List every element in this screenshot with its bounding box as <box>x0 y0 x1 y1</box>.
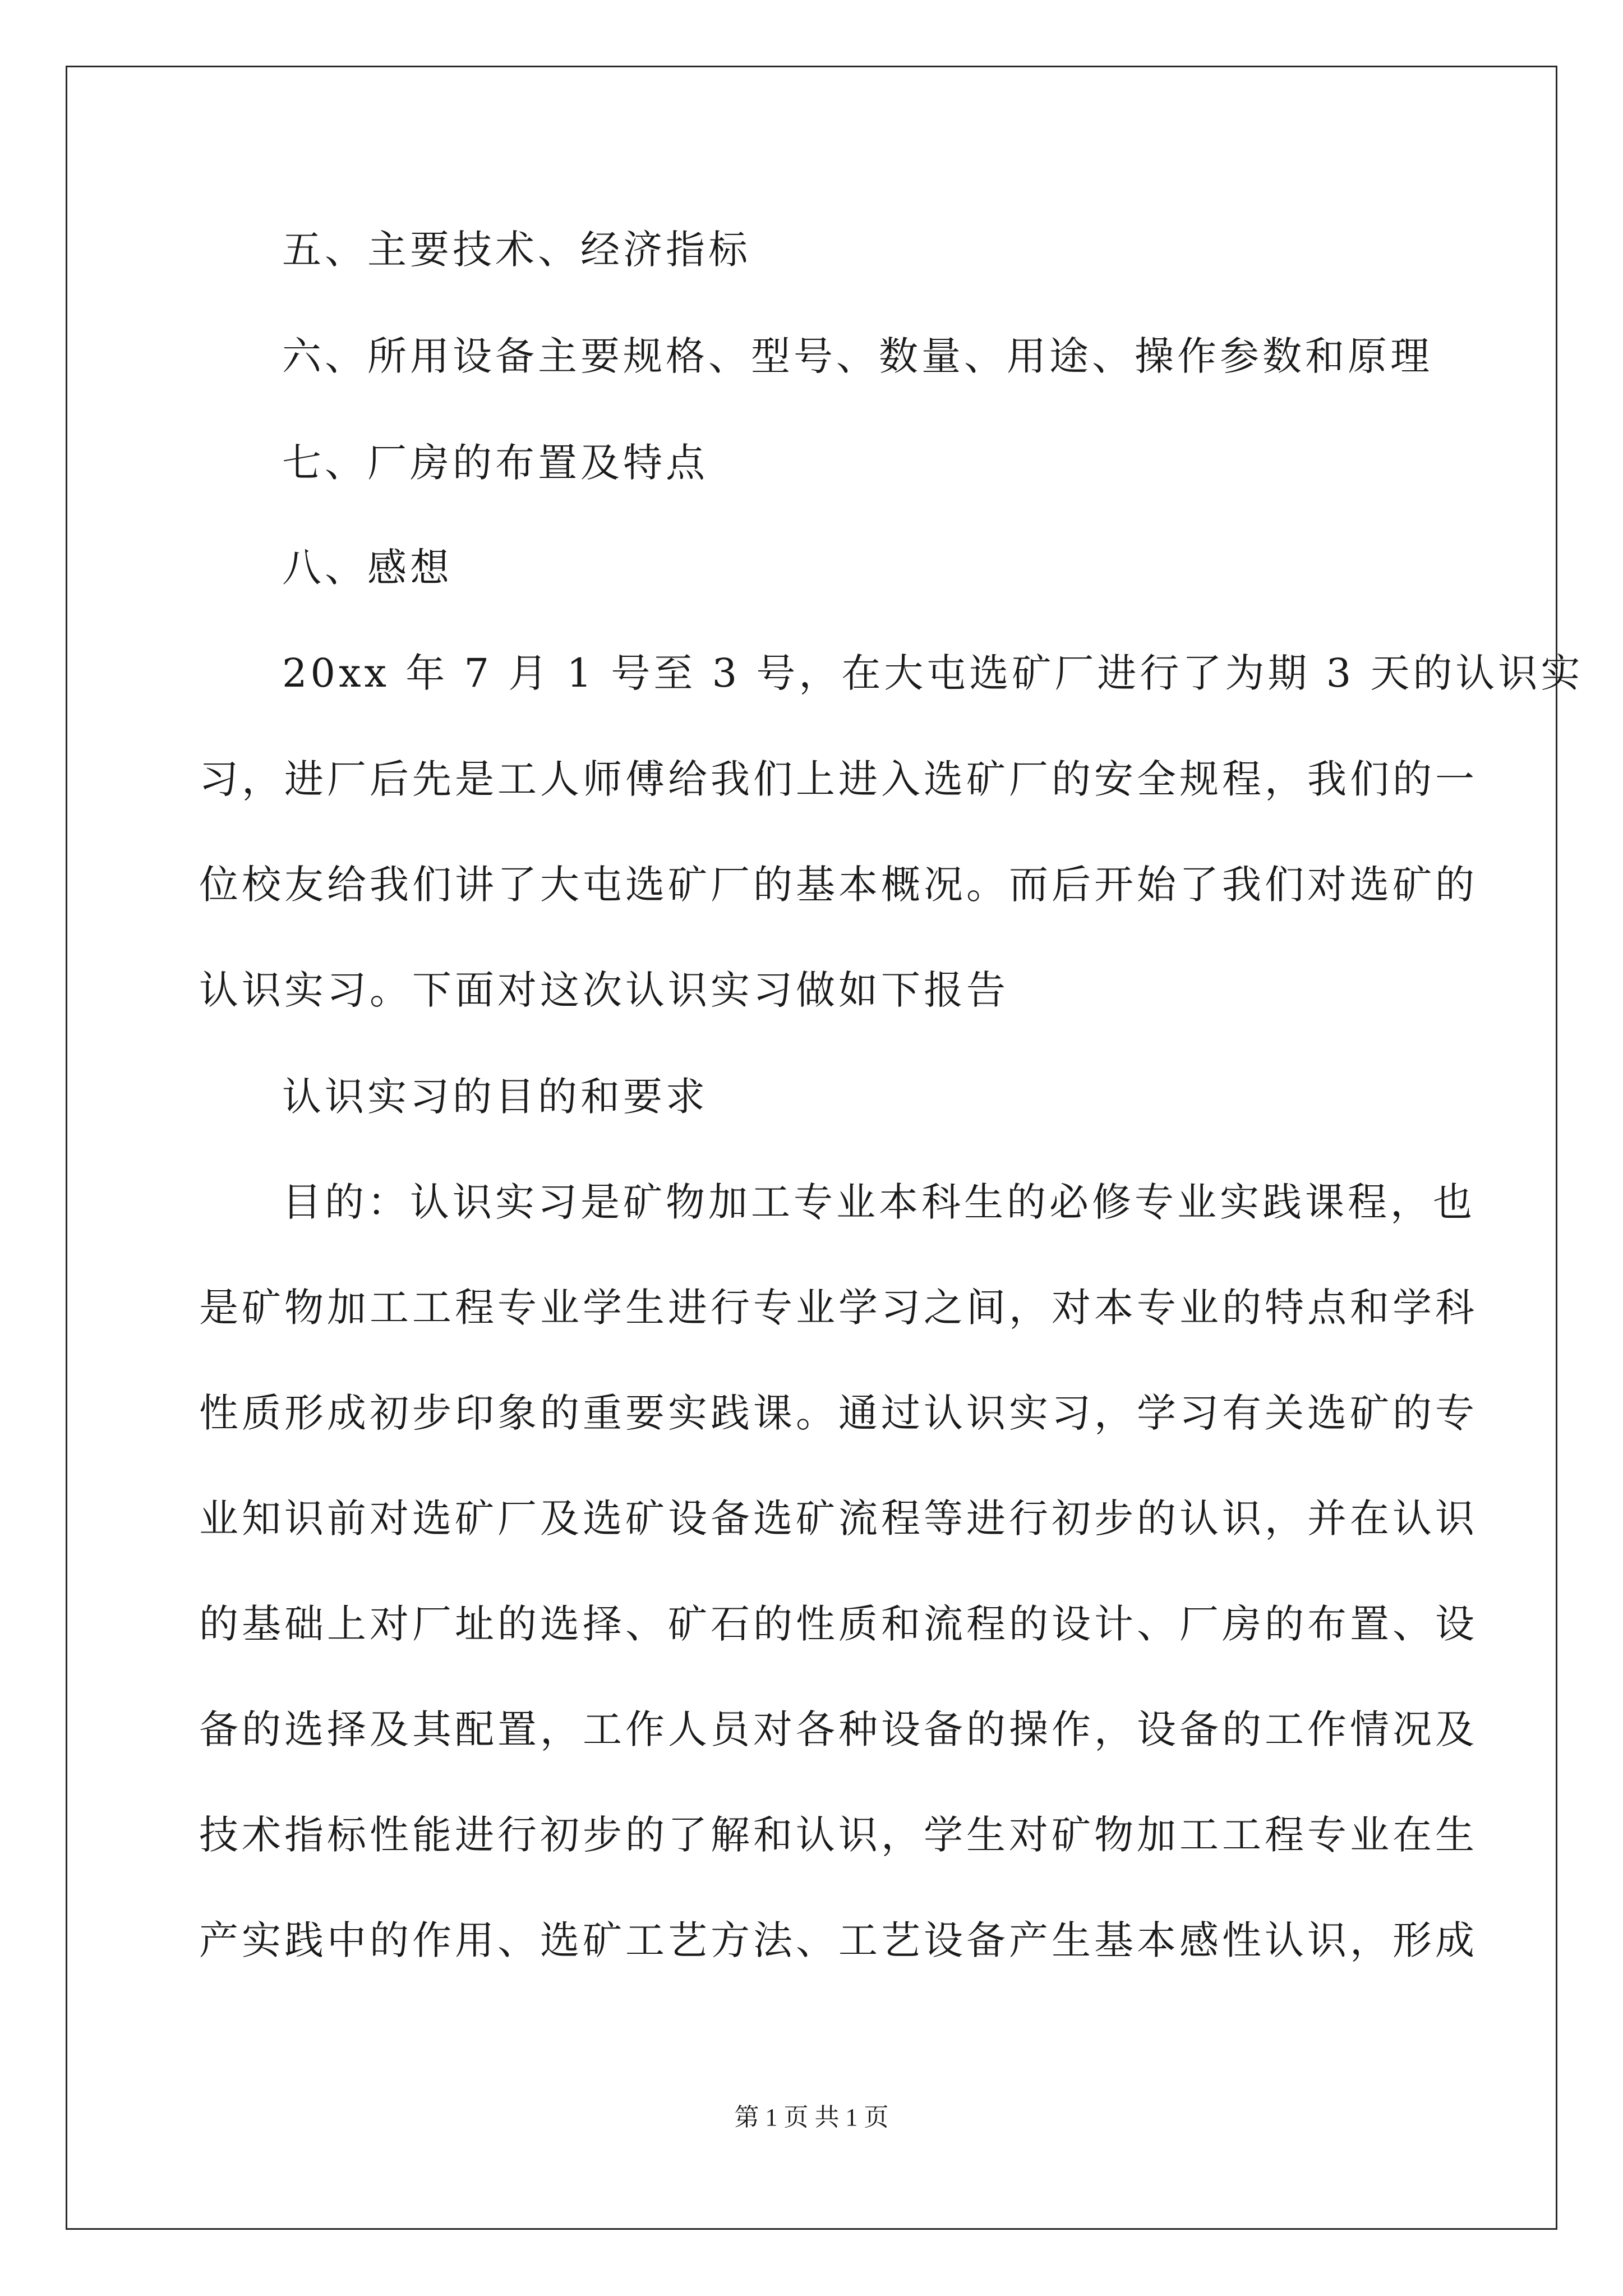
heading-7: 七、厂房的布置及特点 <box>282 440 708 486</box>
heading-8: 八、感想 <box>282 545 453 591</box>
paragraph1-line: 认识实习。下面对这次认识实习做如下报告 <box>199 967 1009 1013</box>
paragraph2-line: 产实践中的作用、选矿工艺方法、工艺设备产生基本感性认识，形成 <box>199 1917 1478 1963</box>
paragraph2-line: 是矿物加工工程专业学生进行专业学习之间，对本专业的特点和学科 <box>199 1285 1478 1331</box>
paragraph2-line: 目的：认识实习是矿物加工专业本科生的必修专业实践课程，也 <box>282 1179 1476 1225</box>
page-border <box>66 66 1557 2230</box>
heading-6: 六、所用设备主要规格、型号、数量、用途、操作参数和原理 <box>282 333 1433 379</box>
paragraph1-line: 位校友给我们讲了大屯选矿厂的基本概况。而后开始了我们对选矿的 <box>199 862 1478 908</box>
paragraph1-line: 20xx 年 7 月 1 号至 3 号，在大屯选矿厂进行了为期 3 天的认识实 <box>282 650 1584 696</box>
paragraph2-line: 业知识前对选矿厂及选矿设备选矿流程等进行初步的认识，并在认识 <box>199 1496 1478 1542</box>
paragraph2-line: 性质形成初步印象的重要实践课。通过认识实习，学习有关选矿的专 <box>199 1390 1478 1436</box>
paragraph2-line: 备的选择及其配置，工作人员对各种设备的操作，设备的工作情况及 <box>199 1706 1478 1752</box>
heading-5: 五、主要技术、经济指标 <box>282 227 751 273</box>
paragraph2-line: 的基础上对厂址的选择、矿石的性质和流程的设计、厂房的布置、设 <box>199 1601 1478 1647</box>
page-footer: 第 1 页 共 1 页 <box>734 2104 889 2131</box>
paragraph2-line: 技术指标性能进行初步的了解和认识，学生对矿物加工工程专业在生 <box>199 1812 1478 1858</box>
section-title: 认识实习的目的和要求 <box>282 1074 708 1120</box>
paragraph1-line: 习，进厂后先是工人师傅给我们上进入选矿厂的安全规程，我们的一 <box>199 756 1478 802</box>
